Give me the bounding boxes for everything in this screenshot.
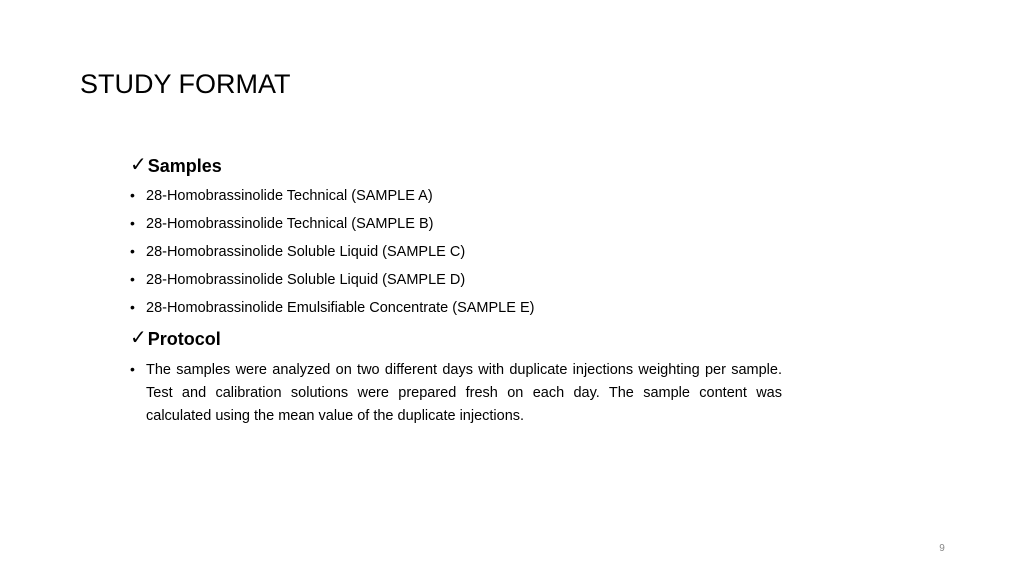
page-number: 9 bbox=[939, 543, 945, 554]
sample-item-label: 28-Homobrassinolide Emulsifiable Concentrate (SAMPLE E) bbox=[146, 300, 535, 316]
sample-item-label: 28-Homobrassinolide Soluble Liquid (SAMPLE D) bbox=[146, 272, 466, 288]
samples-heading bbox=[130, 150, 782, 178]
protocol-list bbox=[130, 359, 782, 428]
bullet-icon: • bbox=[130, 215, 135, 231]
list-item bbox=[130, 182, 782, 210]
list-item bbox=[130, 359, 782, 428]
bullet-icon: • bbox=[130, 243, 135, 259]
bullet-icon: • bbox=[130, 361, 135, 377]
slide-title: STUDY FORMAT bbox=[80, 69, 291, 99]
slide-content bbox=[130, 150, 782, 428]
bullet-icon: • bbox=[130, 271, 135, 287]
checkmark-icon: ✓ bbox=[130, 327, 147, 349]
samples-list bbox=[130, 182, 782, 322]
sample-item-label: 28-Homobrassinolide Technical (SAMPLE B) bbox=[146, 216, 434, 232]
list-item bbox=[130, 238, 782, 266]
checkmark-icon: ✓ bbox=[130, 154, 147, 176]
protocol-heading bbox=[130, 323, 782, 351]
list-item bbox=[130, 294, 782, 322]
protocol-item-text: The samples were analyzed on two different days with duplicate injections weighting per sample. Test and calibration solutions were prepared fresh on each day. The sample content was calculated using the mean value of the duplicate injections. bbox=[146, 362, 782, 424]
samples-heading-label: Samples bbox=[147, 156, 222, 176]
bullet-icon: • bbox=[130, 299, 135, 315]
bullet-icon: • bbox=[130, 187, 135, 203]
sample-item-label: 28-Homobrassinolide Soluble Liquid (SAMPLE C) bbox=[146, 244, 466, 260]
protocol-heading-label: Protocol bbox=[147, 329, 221, 349]
list-item bbox=[130, 210, 782, 238]
list-item bbox=[130, 266, 782, 294]
sample-item-label: 28-Homobrassinolide Technical (SAMPLE A) bbox=[146, 188, 433, 204]
